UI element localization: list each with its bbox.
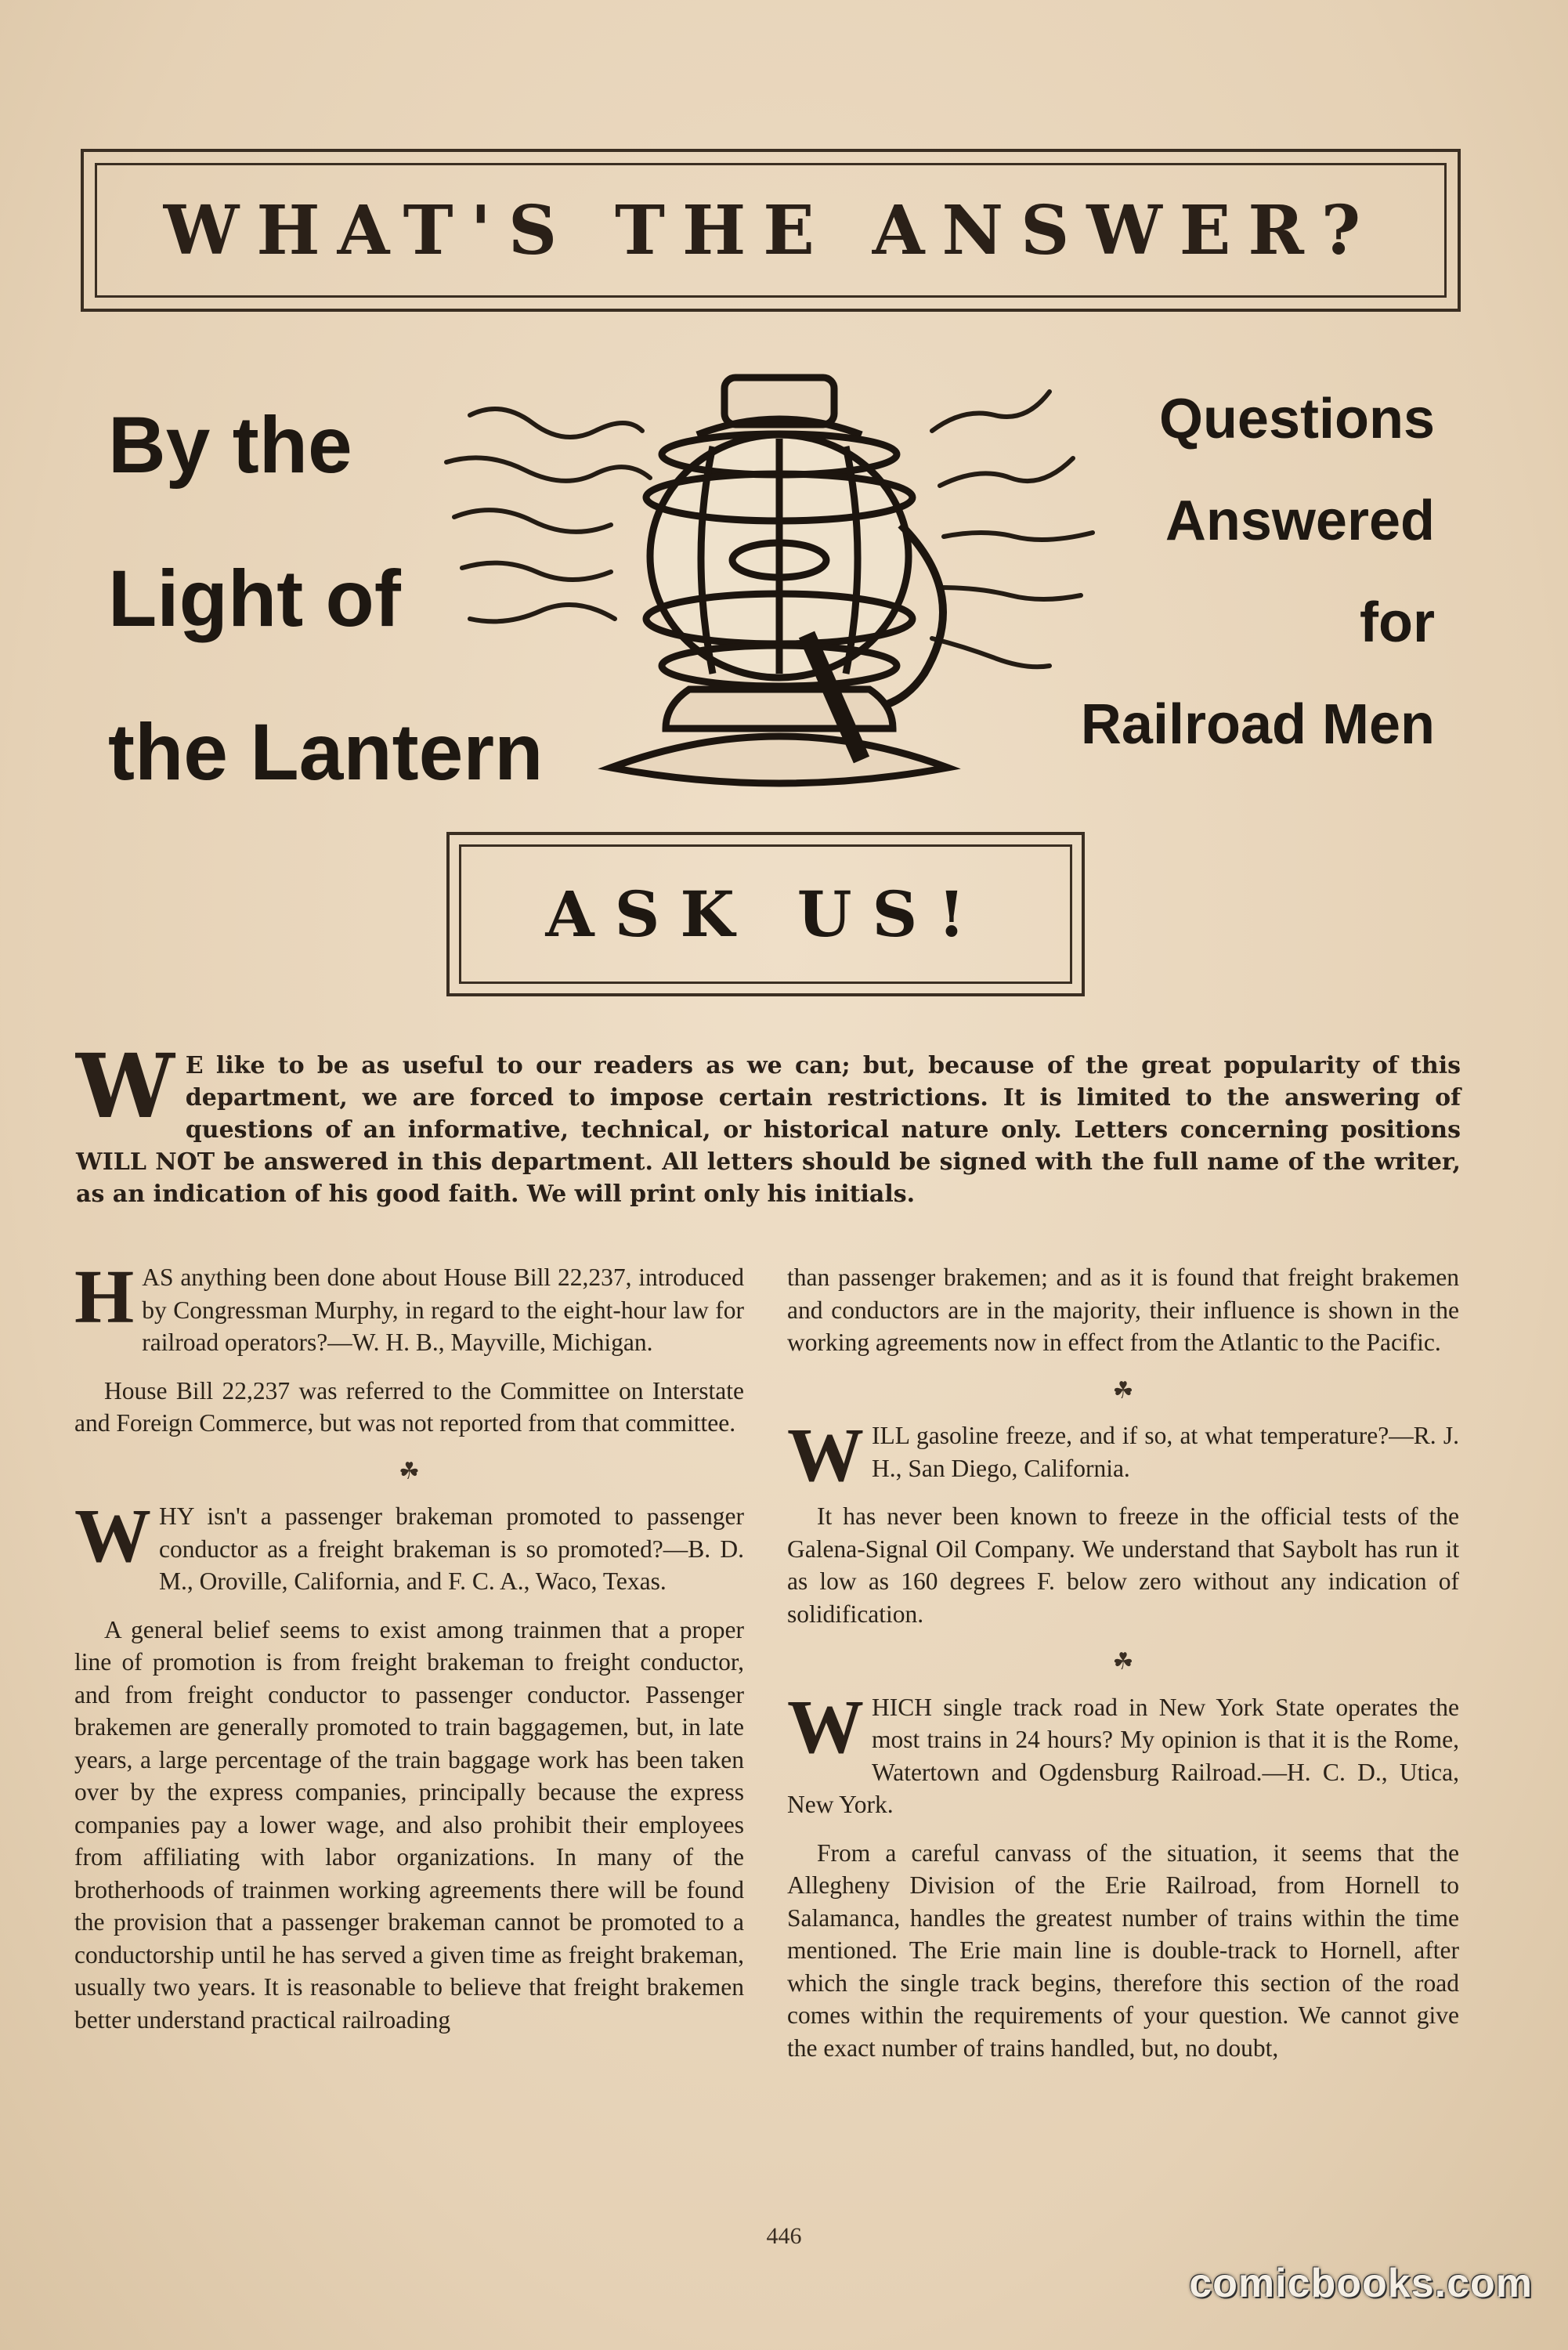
right-heading-line-2: Answered [1165, 490, 1435, 552]
ask-us-frame [446, 832, 1085, 996]
answer-3: It has never been known to freeze in the official tests of the Galena-Signal Oil Company. We understand that Saybolt has run it as low as 160 degrees F. below zero without any indication of solidification. [787, 1502, 1459, 1628]
left-column [74, 1255, 744, 2052]
ask-us-heading: ASK US! [545, 877, 986, 951]
ask-us-frame-inner [459, 844, 1072, 984]
question-1-dropcap: H [74, 1255, 135, 1340]
right-heading-line-1: Questions [1158, 388, 1435, 450]
question-4-text: HICH single track road in New York State operates the most trains in 24 hours? My opinion is that it is the Rome, Watertown and Ogdensburg Railroad.—H. C. D., Utica, New York. [787, 1693, 1459, 1818]
lantern-illustration [439, 360, 1128, 799]
question-3-dropcap: W [787, 1413, 864, 1498]
question-4-dropcap: W [787, 1684, 864, 1770]
question-1 [74, 1255, 744, 1359]
page-number: 446 [766, 2223, 802, 2249]
question-2-text: HY isn't a passenger brakeman promoted to passenger conductor as a freight brakeman is so promoted?—B. D. M., Oroville, California, and F. C. A., Waco, Texas. [159, 1502, 744, 1595]
left-heading-line-2: Light of [108, 554, 401, 643]
right-heading-line-3: for [1360, 591, 1435, 654]
leaf-divider-icon: ☘ [399, 1458, 420, 1484]
watermark: comicbooks.com [1189, 2261, 1533, 2306]
intro-paragraph [76, 1036, 1461, 1210]
title-frame [81, 149, 1461, 312]
left-heading-line-1: By the [108, 400, 352, 490]
question-1-text: AS anything been done about House Bill 22,237, introduced by Congressman Murphy, in regard to the eight-hour law for railroad operators?—W. H. B., Mayville, Michigan. [142, 1264, 744, 1356]
answer-4: From a careful canvass of the situation, it seems that the Allegheny Division of the Erie Railroad, from Hornell to Salamanca, handles the greatest number of trains within the time mentioned. The Erie main line is double-track to Hornell, after which the single track begins, therefore this section of the road comes within the requirements of your question. We cannot give the exact number of trains handled, but, no doubt, [787, 1838, 1459, 2062]
answer-2: A general belief seems to exist among trainmen that a proper line of promotion is from freight brakeman to freight conductor, and from freight conductor to passenger conductor. Passenger brakemen are generally promoted to train baggagemen, but, in late years, a large percentage of the train baggage work has been taken over by the express companies, principally because the express companies pay a lower wage, and also prohibit their employees from affiliating with labor organizations. In many of the brotherhoods of trainmen working agreements there will be found the provision that a passenger brakeman cannot be promoted to a conductorship until he has served a given time as freight brakeman, usually two years. It is reasonable to believe that freight brakemen better understand practical railroading [74, 1615, 744, 2034]
answer-2-continued: than passenger brakemen; and as it is found that freight brakemen and conductors are in the majority, their influence is shown in the working agreements now in effect from the Atlantic to the Pacific. [787, 1264, 1459, 1356]
question-2 [74, 1494, 744, 1598]
leaf-divider-icon: ☘ [1112, 1649, 1134, 1675]
left-heading-line-3: the Lantern [108, 707, 544, 797]
right-heading-line-4: Railroad Men [1080, 693, 1435, 756]
question-2-dropcap: W [74, 1494, 151, 1578]
question-3-text: ILL gasoline freeze, and if so, at what temperature?—R. J. H., San Diego, California. [872, 1422, 1459, 1482]
intro-dropcap: W [76, 1036, 175, 1138]
intro-text: E like to be as useful to our readers as we can; but, because of the great popularity of this department, we are forced to impose certain restrictions. It is limited to the answering of questions of an informative, technical, or historical nature only. Letters concerning positions WILL NOT be answered in this department. All letters should be signed with the full name of the writer, as an indication of his good faith. We will print only his initials. [76, 1052, 1461, 1208]
right-heading [1081, 368, 1435, 776]
right-column [787, 1261, 1459, 2080]
question-4 [787, 1684, 1459, 1821]
question-3 [787, 1413, 1459, 1498]
answer-1: House Bill 22,237 was referred to the Committee on Interstate and Foreign Commerce, but was not reported from that committee. [74, 1376, 744, 1437]
page-title: WHAT'S THE ANSWER? [163, 190, 1378, 270]
leaf-divider-icon: ☘ [1112, 1377, 1134, 1404]
title-frame-inner [95, 163, 1447, 298]
